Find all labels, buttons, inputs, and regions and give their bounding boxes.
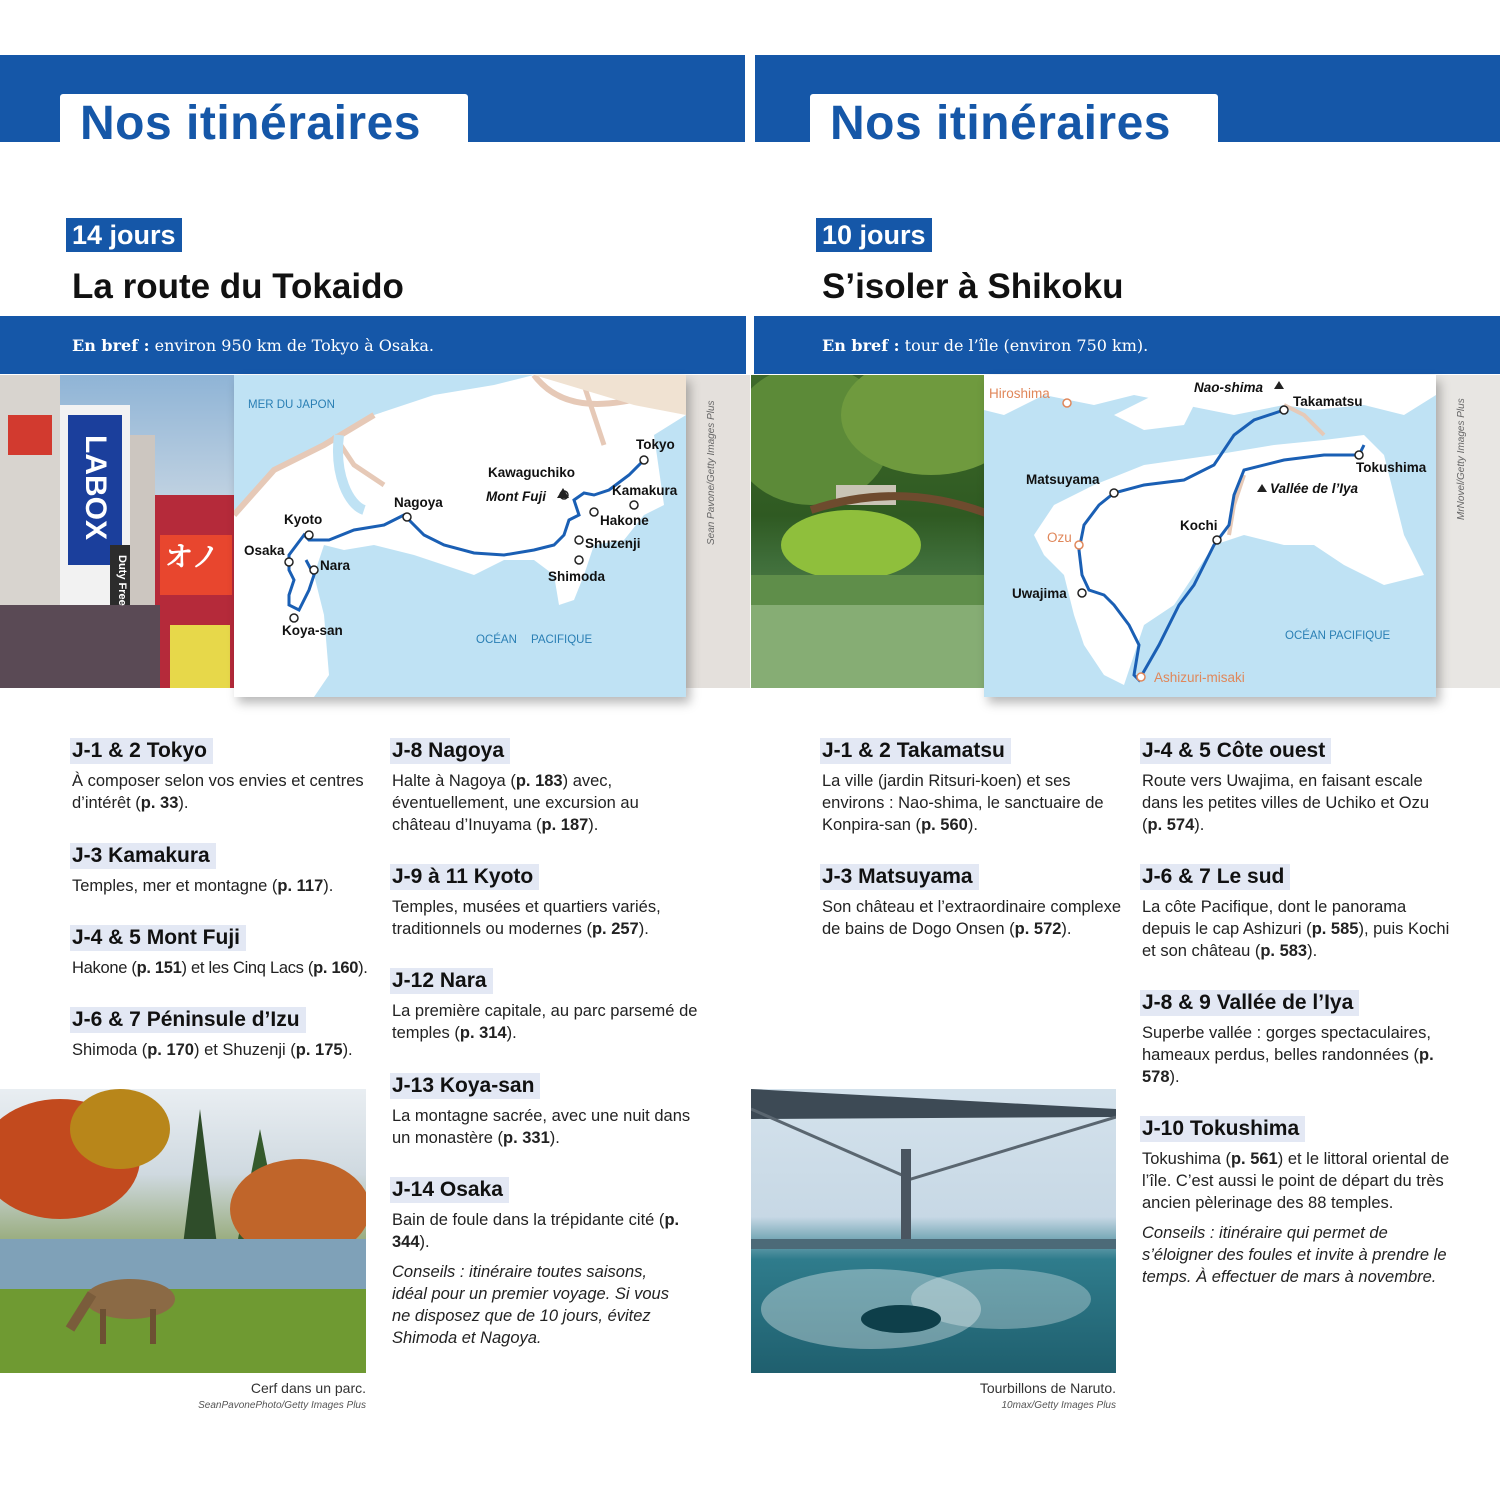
duration-badge: 10 jours — [816, 218, 932, 252]
day-text: Route vers Uwajima, en faisant escale dans les petites villes de Uchiko et Ozu (p. 574). — [1142, 772, 1430, 834]
summary-text — [822, 336, 1148, 355]
page-ref: p. 175 — [295, 1041, 343, 1059]
summary-label: En bref : — [72, 336, 150, 355]
ocean-label: PACIFIQUE — [531, 634, 593, 646]
page-ref: p. 560 — [921, 816, 968, 834]
map-city-label: Kyoto — [284, 512, 323, 527]
map-city-label: Takamatsu — [1293, 394, 1363, 409]
day-heading: J-4 & 5 Mont Fuji — [70, 925, 246, 951]
day-text: À composer selon vos envies et centres d’intérêt (p. 33). — [72, 772, 364, 812]
page-ref: p. 257 — [591, 920, 639, 938]
shikoku-route-map — [984, 375, 1436, 697]
itinerary-day — [72, 1007, 382, 1061]
deer-park-photo — [0, 1089, 366, 1373]
map-city-label: Tokyo — [636, 437, 675, 452]
day-heading: J-14 Osaka — [390, 1177, 509, 1203]
itinerary-day — [72, 925, 382, 979]
day-heading: J-6 & 7 Péninsule d’Izu — [70, 1007, 306, 1033]
itinerary-day — [72, 738, 382, 814]
day-text: Temples, mer et montagne (p. 117). — [72, 877, 334, 895]
itinerary-day — [1142, 1116, 1452, 1288]
section-header: Nos itinéraires — [80, 97, 421, 150]
map-city-label: Kamakura — [612, 483, 678, 498]
page-ref: p. 574 — [1147, 816, 1195, 834]
map-city-label: Ozu — [1047, 530, 1072, 545]
map-city-label: Nara — [320, 558, 351, 573]
itinerary-day — [72, 843, 382, 897]
page-ref: p. 585 — [1311, 920, 1359, 938]
advice-note: Conseils : itinéraire toutes saisons, idéal pour un premier voyage. Si vous ne disposez que de 10 jours, évitez Shimoda et Nagoya. — [392, 1263, 669, 1347]
map-city-label: Shimoda — [548, 569, 606, 584]
day-text: Halte à Nagoya (p. 183) avec, éventuellement, une excursion au château d’Inuyama (p. 187). — [392, 772, 639, 834]
duration-badge: 14 jours — [66, 218, 182, 252]
itinerary-day — [1142, 864, 1452, 962]
itinerary-day — [392, 864, 702, 940]
photo-credit: SeanPavonePhoto/Getty Images Plus — [198, 1400, 366, 1411]
day-text: Superbe vallée : gorges spectaculaires, hameaux perdus, belles randonnées (p. 578). — [1142, 1024, 1434, 1086]
page-ref: p. 561 — [1230, 1150, 1278, 1168]
route-title: La route du Tokaido — [72, 267, 404, 306]
neon-sign-dutyfree: Duty Free — [116, 555, 128, 606]
day-heading: J-13 Koya-san — [390, 1073, 540, 1099]
page-ref: p. 33 — [140, 794, 179, 812]
naruto-whirlpool-photo — [751, 1089, 1116, 1373]
photo-caption: Tourbillons de Naruto. — [979, 1380, 1116, 1396]
page-ref: p. 578 — [1142, 1046, 1434, 1086]
itinerary-day — [392, 1073, 702, 1149]
page-ref: p. 117 — [277, 877, 324, 895]
day-heading: J-8 Nagoya — [390, 738, 510, 764]
itinerary-day — [822, 864, 1132, 940]
page-ref: p. 331 — [502, 1129, 550, 1147]
header-tab-right — [810, 94, 1218, 150]
sea-label: MER DU JAPON — [248, 399, 335, 411]
page-ref: p. 187 — [541, 816, 589, 834]
day-heading: J-1 & 2 Tokyo — [70, 738, 213, 764]
map-mountain-label: Mont Fuji — [486, 489, 546, 504]
page-ref: p. 572 — [1014, 920, 1062, 938]
day-text: Son château et l’extraordinaire complexe de bains de Dogo Onsen (p. 572). — [822, 898, 1122, 938]
summary-value: tour de l’île (environ 750 km). — [904, 336, 1149, 355]
map-city-label: Osaka — [244, 543, 285, 558]
ocean-label: OCÉAN — [476, 634, 517, 646]
itinerary-day — [1142, 990, 1452, 1088]
map-city-label: Matsuyama — [1026, 472, 1100, 487]
day-heading: J-6 & 7 Le sud — [1140, 864, 1290, 890]
day-heading: J-12 Nara — [390, 968, 493, 994]
day-heading: J-8 & 9 Vallée de l’Iya — [1140, 990, 1359, 1016]
summary-text — [72, 336, 434, 355]
day-text: La côte Pacifique, dont le panorama depuis le cap Ashizuri (p. 585), puis Kochi et son château (p. 583). — [1142, 898, 1450, 960]
day-text: La première capitale, au parc parsemé de temples (p. 314). — [392, 1002, 698, 1042]
map-city-label: Uwajima — [1012, 586, 1067, 601]
itinerary-day — [392, 968, 702, 1044]
map-city-label: Hakone — [600, 513, 649, 528]
day-text: Shimoda (p. 170) et Shuzenji (p. 175). — [72, 1041, 353, 1059]
page-ref: p. 344 — [392, 1211, 680, 1251]
day-text: La ville (jardin Ritsuri-koen) et ses environs : Nao-shima, le sanctuaire de Konpira-san (p. 560). — [822, 772, 1104, 834]
summary-label: En bref : — [822, 336, 900, 355]
page-ref: p. 151 — [136, 959, 182, 977]
day-heading: J-3 Matsuyama — [820, 864, 979, 890]
photo-credit: Sean Pavone/Getty Images Plus — [706, 400, 717, 545]
map-island-label: Nao-shima — [1194, 380, 1264, 395]
page-ref: p. 183 — [515, 772, 563, 790]
day-text: Temples, musées et quartiers variés, traditionnels ou modernes (p. 257). — [392, 898, 661, 938]
day-heading: J-1 & 2 Takamatsu — [820, 738, 1011, 764]
map-city-label: Shuzenji — [585, 536, 641, 551]
map-city-label: Nagoya — [394, 495, 443, 510]
map-city-label: Kawaguchiko — [488, 465, 576, 480]
page-ref: p. 583 — [1260, 942, 1308, 960]
day-text: Tokushima (p. 561) et le littoral oriental de l’île. C’est aussi le point de départ du très ancien pèlerinage des 88 temples. — [1142, 1150, 1450, 1212]
advice-note: Conseils : itinéraire qui permet de s’éloigner des foules et invite à prendre le temps. À effectuer de mars à novembre. — [1142, 1224, 1447, 1286]
map-city-label: Koya-san — [282, 623, 343, 638]
itinerary-day — [392, 1177, 682, 1349]
neon-sign-ono: オノ — [165, 541, 220, 572]
photo-caption: Cerf dans un parc. — [250, 1380, 366, 1396]
section-header: Nos itinéraires — [830, 97, 1171, 150]
map-city-label: Ashizuri-misaki — [1154, 670, 1245, 685]
day-heading: J-4 & 5 Côte ouest — [1140, 738, 1331, 764]
photo-credit: MrNovel/Getty Images Plus — [1456, 398, 1467, 520]
summary-value: environ 950 km de Tokyo à Osaka. — [154, 336, 434, 355]
itinerary-day — [822, 738, 1132, 836]
route-title: S’isoler à Shikoku — [822, 267, 1124, 306]
day-heading: J-3 Kamakura — [70, 843, 216, 869]
map-city-label: Kochi — [1180, 518, 1218, 533]
day-text: Bain de foule dans la trépidante cité (p. 344). — [392, 1211, 680, 1251]
tokaido-route-map — [234, 375, 686, 697]
page-ref: p. 160 — [313, 959, 359, 977]
neon-sign-laox: LABOX — [79, 435, 112, 540]
itinerary-day — [1142, 738, 1452, 836]
map-valley-label: Vallée de l’Iya — [1270, 481, 1359, 496]
day-heading: J-10 Tokushima — [1140, 1116, 1305, 1142]
page-ref: p. 170 — [147, 1041, 194, 1059]
page-ref: p. 314 — [459, 1024, 507, 1042]
photo-credit: 10max/Getty Images Plus — [1001, 1400, 1116, 1411]
day-text: La montagne sacrée, avec une nuit dans un monastère (p. 331). — [392, 1107, 691, 1147]
header-tab-left — [60, 94, 468, 150]
day-heading: J-9 à 11 Kyoto — [390, 864, 539, 890]
map-city-label: Tokushima — [1356, 460, 1427, 475]
itinerary-day — [392, 738, 702, 836]
map-city-label: Hiroshima — [989, 386, 1050, 401]
day-text: Hakone (p. 151) et les Cinq Lacs (p. 160). — [72, 959, 368, 977]
ocean-label: OCÉAN PACIFIQUE — [1285, 630, 1391, 642]
